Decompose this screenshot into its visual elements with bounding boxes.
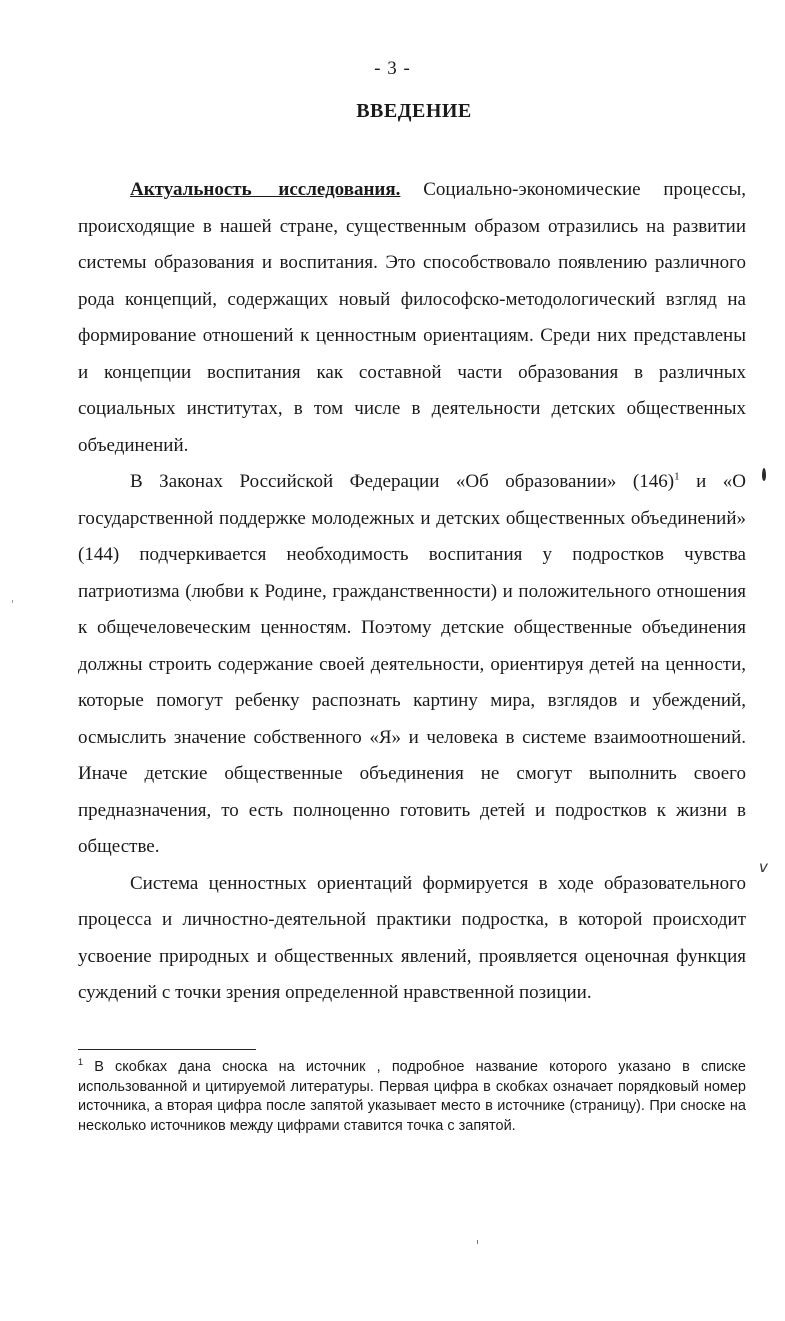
paragraph-laws: [78, 464, 746, 866]
scan-speck: [477, 1240, 478, 1244]
paragraph-relevance-text: Социально-экономические процессы, происходящие в нашей стране, существенным образом отразились на развитии системы образования и воспитания. Это способствовало появлению различного рода концепций, содержащих новый философско-методологический взгляд на формирование отношений к ценностным ориентациям. Среди них представлены и концепции воспитания как составной части образования в различных социальных институтах, в том числе в деятельности детских общественных объединений.: [78, 179, 746, 456]
footnote-mark: 1: [78, 1057, 84, 1068]
paragraph-value-system: Система ценностных ориентаций формируется в ходе образовательного процесса и личностно-деятельной практики подростка, в которой происходит усвоение природных и общественных явлений, проявляется оценочная функция суждений с точки зрения определенной нравственной позиции.: [78, 872, 746, 1003]
relevance-title: Актуальность исследования.: [130, 179, 401, 200]
footnote-text: В скобках дана сноска на источник , подробное название которого указано в списке использованной и цитируемой литературы. Первая цифра в скобках означает порядковый номер источника, а вторая цифра после запятой указывает место в источнике (страницу). При сноске на несколько источников между цифрами ставится точка с запятой.: [78, 1059, 746, 1134]
page-number: - 3 -: [374, 58, 411, 79]
footnote: [78, 1058, 746, 1136]
paragraph-relevance: [78, 172, 746, 464]
scan-speck-left: [12, 600, 13, 603]
paragraph-laws-rest: и «О государственной поддержке молодежных и детских общественных объединений» (144) подчеркивается необходимость воспитания у подростков чувства патриотизма (любви к Родине, гражданственности) и положительного отношения к общечеловеческим ценностям. Поэтому детские общественные объединения должны строить содержание своей деятельности, ориентируя детей на ценности, которые помогут ребенку распознать картину мира, взглядов и убеждений, осмыслить значение собственного «Я» и человека в системе взаимоотношений. Иначе детские общественные объединения не смогут выполнить своего предназначения, то есть полноценно готовить детей и подростков к жизни в обществе.: [78, 471, 746, 857]
footnote-separator: [78, 1049, 256, 1050]
margin-ink-mark: [762, 468, 766, 481]
margin-check-mark: v: [759, 858, 768, 876]
footnote-reference: 1: [674, 470, 680, 483]
body-text: [78, 172, 746, 1012]
paragraph-laws-start: В Законах Российской Федерации «Об образовании» (146): [130, 471, 675, 492]
section-heading: ВВЕДЕНИЕ: [356, 100, 472, 122]
